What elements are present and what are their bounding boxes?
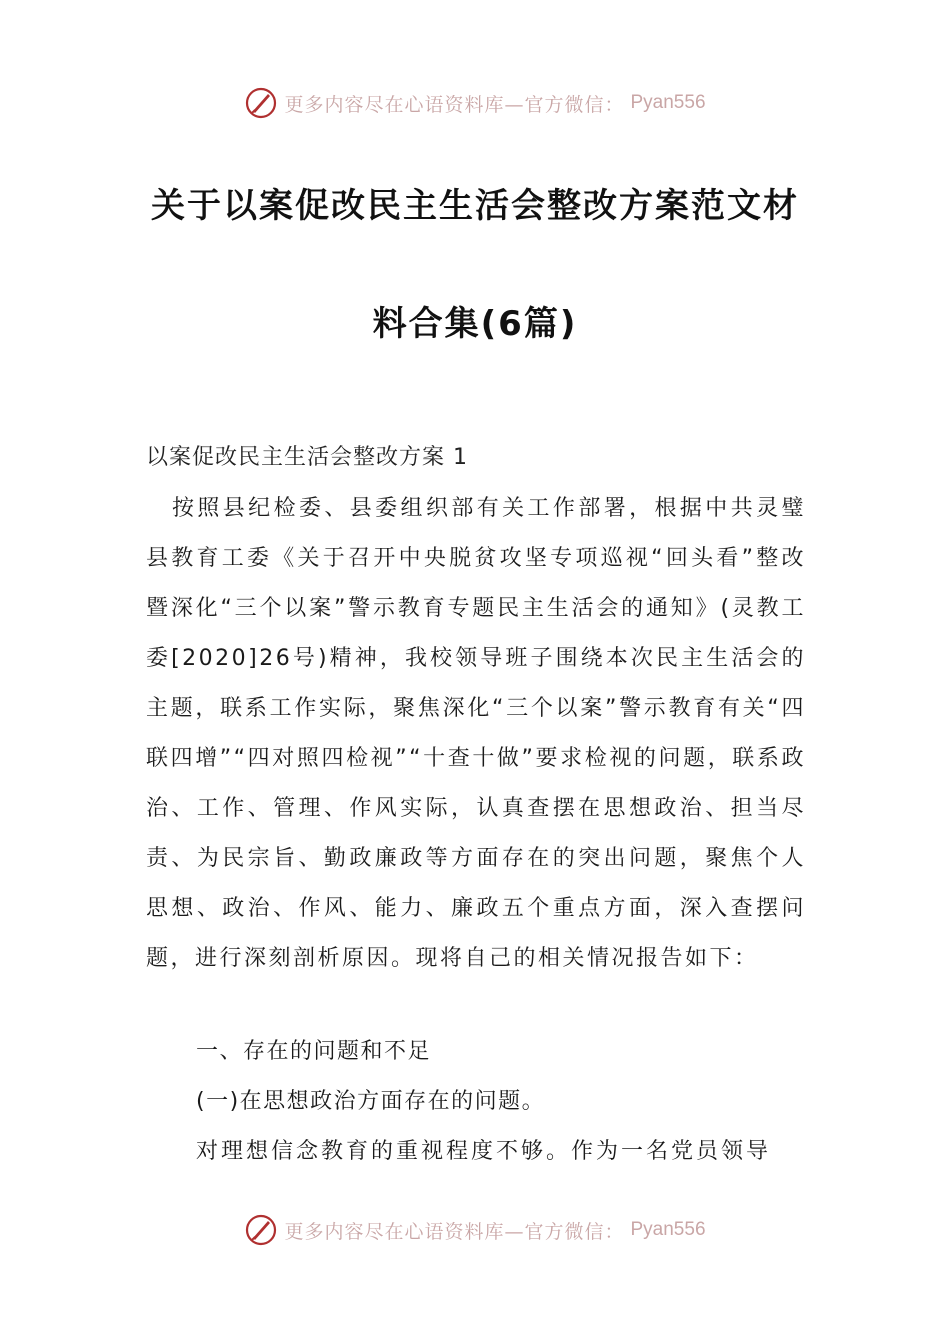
watermark-header xyxy=(0,86,950,120)
body-paragraph-last: 对理想信念教育的重视程度不够。作为一名党员领导 xyxy=(196,1139,772,1164)
watermark-text: 更多内容尽在心语资料库—官方微信： xyxy=(284,1220,625,1243)
subheading-ideology: (一)在思想政治方面存在的问题。 xyxy=(196,1089,546,1114)
watermark-handle: Pyan556 xyxy=(630,1219,706,1240)
quill-logo-icon xyxy=(244,86,278,120)
watermark-handle: Pyan556 xyxy=(630,92,706,113)
quill-logo-icon xyxy=(244,1213,278,1247)
heading-problems: 一、存在的问题和不足 xyxy=(196,1039,432,1064)
section-heading: 以案促改民主生活会整改方案 1 xyxy=(146,445,468,470)
document-title-line-2: 料合集(6篇) xyxy=(372,304,578,344)
document-title-line-1: 关于以案促改民主生活会整改方案范文材 xyxy=(151,186,799,226)
watermark-footer xyxy=(0,1213,950,1247)
watermark-text: 更多内容尽在心语资料库—官方微信： xyxy=(284,93,625,116)
intro-paragraph: 按照县纪检委、县委组织部有关工作部署，根据中共灵璧县教育工委《关于召开中央脱贫攻坚专项巡视“回头看”整改暨深化“三个以案”警示教育专题民主生活会的通知》(灵教工委[2020]26号)精神，我校领导班子围绕本次民主生活会的主题，联系工作实际，聚焦深化“三个以案”警示教育有关“四联四增”“四对照四检视”“十查十做”要求检视的问题，联系政治、工作、管理、作风实际，认真查摆在思想政治、担当尽责、为民宗旨、勤政廉政等方面存在的突出问题，聚焦个人思想、政治、作风、能力、廉政五个重点方面，深入查摆问题，进行深刻剖析原因。现将自己的相关情况报告如下： xyxy=(146,496,806,971)
